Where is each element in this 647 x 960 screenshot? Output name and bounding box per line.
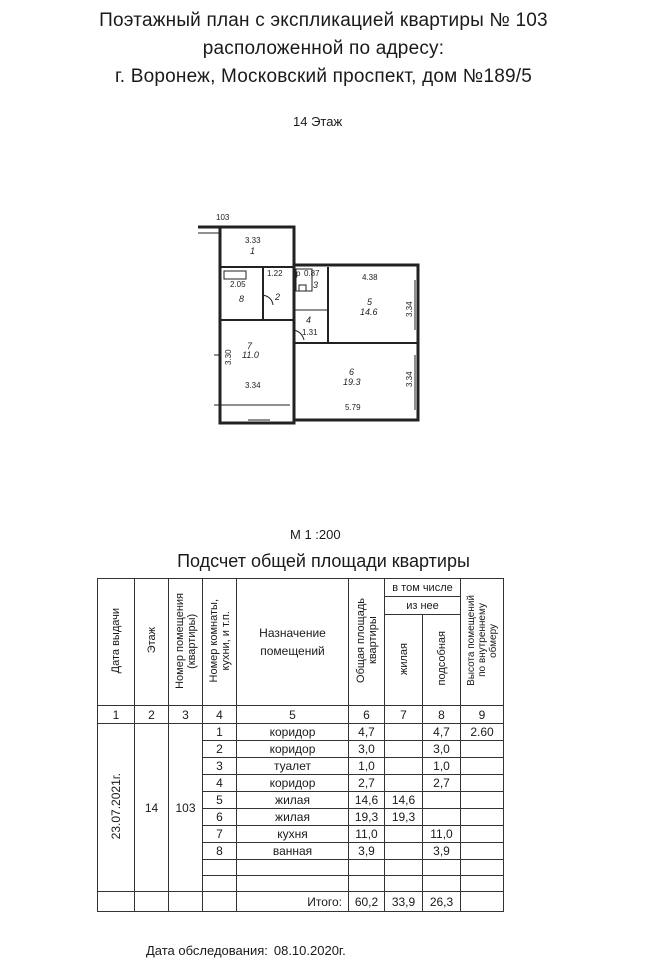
document-subtitle: расположенной по адресу:	[202, 38, 445, 59]
header-date: Дата выдачи	[98, 579, 135, 706]
svg-text:2: 2	[275, 292, 281, 302]
header-purpose: Назначение помещений	[237, 579, 349, 706]
svg-text:7: 7	[247, 341, 253, 351]
svg-text:5: 5	[367, 297, 373, 307]
premise-value: 103	[169, 724, 203, 892]
svg-text:1: 1	[250, 246, 256, 256]
column-number-row: 1 2 3 4 5 6 7 8 9	[98, 706, 504, 724]
svg-text:5.79: 5.79	[345, 403, 361, 412]
table-title: Подсчет общей площади квартиры	[177, 551, 470, 571]
floor-value: 14	[135, 724, 169, 892]
table-row: 4 коридор 2,7 2,7	[98, 775, 504, 792]
totals-living: 33,9	[385, 892, 423, 912]
table-row: 7 кухня 11,0 11,0	[98, 826, 504, 843]
svg-text:3.30: 3.30	[224, 349, 233, 365]
document-title: Поэтажный план с экспликацией квартиры № 103	[99, 10, 548, 31]
header-floor: Этаж	[135, 579, 169, 706]
svg-text:0.87: 0.87	[304, 269, 320, 278]
svg-text:2.05: 2.05	[230, 280, 246, 289]
svg-text:4: 4	[306, 315, 312, 325]
svg-text:4.38: 4.38	[362, 273, 378, 282]
header-room: Номер комнаты, кухни, и т.п.	[203, 579, 237, 706]
svg-text:1.31: 1.31	[302, 328, 318, 337]
svg-text:3.34: 3.34	[405, 301, 414, 317]
totals-total: 60,2	[349, 892, 385, 912]
header-aux: подсобная	[423, 615, 461, 706]
totals-label: Итого:	[237, 892, 349, 912]
table-row: 6 жилая 19,3 19,3	[98, 809, 504, 826]
table-row: 5 жилая 14,6 14,6	[98, 792, 504, 809]
header-of-it: из нее	[385, 597, 461, 615]
svg-text:3.34: 3.34	[405, 371, 414, 387]
header-total: Общая площадь квартиры	[349, 579, 385, 706]
svg-text:14.6: 14.6	[360, 307, 378, 317]
inspection-label: Дата обследования:	[146, 943, 268, 958]
svg-text:19.3: 19.3	[343, 377, 361, 387]
area-table	[97, 578, 504, 912]
table-row: 2 коридор 3,0 3,0	[98, 741, 504, 758]
issue-date: 23.07.2021г.	[98, 724, 135, 892]
floor-plan	[190, 205, 430, 430]
scale-label: М 1 :200	[290, 527, 341, 542]
header-living: жилая	[385, 615, 423, 706]
inspection-date: 08.10.2020г.	[273, 943, 346, 958]
table-row: 3 туалет 1,0 1,0	[98, 758, 504, 775]
table-row: 8 ванная 3,9 3,9	[98, 843, 504, 860]
wall-left-block	[220, 227, 294, 423]
svg-text:11.0: 11.0	[242, 350, 259, 360]
svg-text:1.22: 1.22	[267, 269, 283, 278]
inspection-date-line	[146, 943, 346, 958]
height-value: 2.60	[461, 724, 504, 741]
table-row: 23.07.2021г. 14 103 1 коридор 4,7 4,7 2.60	[98, 724, 504, 741]
svg-text:р: р	[296, 269, 301, 278]
header-premise: Номер помещения (квартиры)	[169, 579, 203, 706]
svg-text:6: 6	[349, 367, 355, 377]
floor-label: 14 Этаж	[293, 114, 343, 129]
svg-text:8: 8	[239, 294, 245, 304]
svg-text:3.33: 3.33	[245, 236, 261, 245]
svg-text:3.34: 3.34	[245, 381, 261, 390]
svg-text:3: 3	[313, 280, 319, 290]
totals-aux: 26,3	[423, 892, 461, 912]
address-line: г. Воронеж, Московский проспект, дом №189/5	[114, 66, 533, 87]
header-incl: в том числе	[385, 579, 461, 597]
plan-apartment-no: 103	[216, 213, 230, 222]
totals-row	[98, 892, 504, 912]
header-height: Высота помещений по внутреннему обмеру	[461, 579, 504, 706]
